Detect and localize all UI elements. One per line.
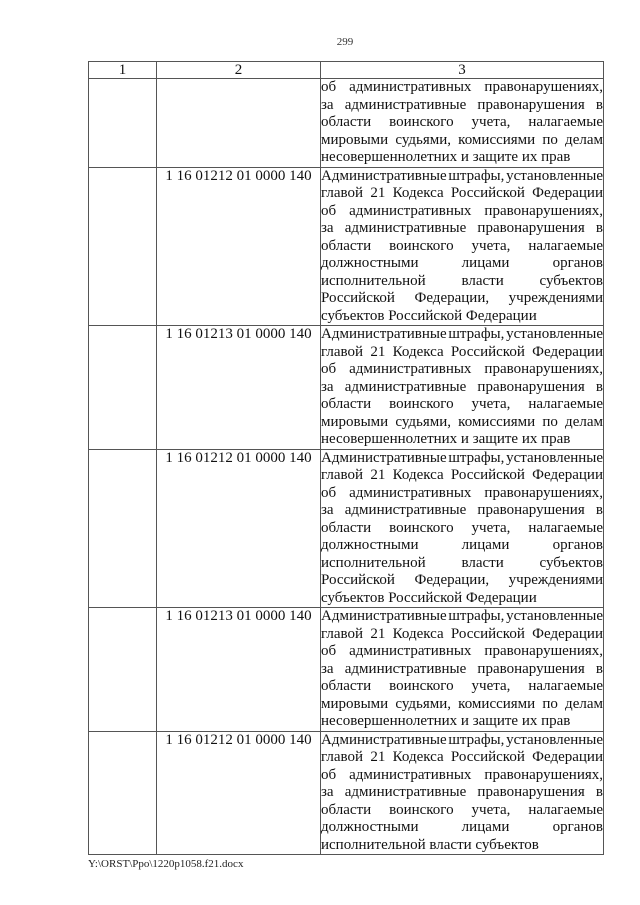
description-line: должностными лицами органов <box>321 255 603 271</box>
cell-description <box>321 731 604 855</box>
description-line: за административные правонарушения в <box>321 502 603 518</box>
description-line: должностными лицами органов <box>321 819 603 835</box>
description-line: главой 21 Кодекса Российской Федерации <box>321 467 603 483</box>
description-line: несовершеннолетних и защите их прав <box>321 149 571 165</box>
cell-col1 <box>89 731 157 855</box>
description-line: об административных правонарушениях, <box>321 79 603 95</box>
description-line: об административных правонарушениях, <box>321 361 603 377</box>
cell-budget-code: 1 16 01212 01 0000 140 <box>157 731 321 855</box>
page-number: 299 <box>336 36 354 48</box>
description-line: Административные штрафы, установленные <box>321 167 604 184</box>
description-line: за административные правонарушения в <box>321 378 603 395</box>
table-row <box>89 167 604 326</box>
description-line: субъектов Российской Федерации <box>321 307 537 324</box>
cell-col1 <box>89 608 157 732</box>
description-line: за административные правонарушения в <box>321 660 603 677</box>
cell-budget-code: 1 16 01213 01 0000 140 <box>157 608 321 732</box>
description-line: Административные штрафы, установленные <box>321 326 604 342</box>
description-line: главой 21 Кодекса Российской Федерации <box>321 749 603 765</box>
description-line: области воинского учета, налагаемые <box>321 678 603 694</box>
cell-description <box>321 326 604 450</box>
description-line: области воинского учета, налагаемые <box>321 396 603 412</box>
cell-col1 <box>89 167 157 326</box>
cell-description <box>321 79 604 168</box>
table-row <box>89 326 604 450</box>
description-line: об административных правонарушениях, <box>321 484 603 501</box>
description-line: Российской Федерации, учреждениями <box>321 290 603 306</box>
description-line: должностными лицами органов <box>321 537 603 553</box>
file-path-footer: Y:\ORST\Ppo\1220p1058.f21.docx <box>88 858 244 870</box>
cell-budget-code: 1 16 01212 01 0000 140 <box>157 449 321 608</box>
table-header-row <box>89 62 604 79</box>
description-line: за административные правонарушения в <box>321 96 603 113</box>
description-line: главой 21 Кодекса Российской Федерации <box>321 625 603 642</box>
cell-budget-code: 1 16 01212 01 0000 140 <box>157 167 321 326</box>
cell-budget-code: 1 16 01213 01 0000 140 <box>157 326 321 450</box>
description-line: области воинского учета, налагаемые <box>321 801 603 818</box>
cell-col1 <box>89 79 157 168</box>
description-line: главой 21 Кодекса Российской Федерации <box>321 343 603 360</box>
description-line: Российской Федерации, учреждениями <box>321 572 603 588</box>
description-line: об административных правонарушениях, <box>321 766 603 783</box>
column-header-3: 3 <box>321 62 604 79</box>
table-row <box>89 79 604 168</box>
column-header-1: 1 <box>89 62 157 79</box>
description-line: мировыми судьями, комиссиями по делам <box>321 695 603 712</box>
description-line: субъектов Российской Федерации <box>321 589 537 606</box>
table-row <box>89 731 604 855</box>
description-line: мировыми судьями, комиссиями по делам <box>321 131 603 148</box>
cell-col1 <box>89 449 157 608</box>
description-line: несовершеннолетних и защите их прав <box>321 713 571 729</box>
description-line: Административные штрафы, установленные <box>321 449 604 466</box>
description-line: Административные штрафы, установленные <box>321 608 604 624</box>
description-line: мировыми судьями, комиссиями по делам <box>321 413 603 430</box>
description-line: исполнительной власти субъектов <box>321 554 603 571</box>
cell-description <box>321 608 604 732</box>
description-line: области воинского учета, налагаемые <box>321 519 603 536</box>
cell-description <box>321 449 604 608</box>
description-line: несовершеннолетних и защите их прав <box>321 431 571 447</box>
budget-codes-table <box>88 61 604 855</box>
description-line: исполнительной власти субъектов <box>321 272 603 289</box>
description-line: за административные правонарушения в <box>321 220 603 236</box>
description-line: Административные штрафы, установленные <box>321 731 604 748</box>
table-row <box>89 608 604 732</box>
description-line: об административных правонарушениях, <box>321 202 603 219</box>
cell-description <box>321 167 604 326</box>
column-header-2: 2 <box>157 62 321 79</box>
cell-col1 <box>89 326 157 450</box>
description-line: об административных правонарушениях, <box>321 643 603 659</box>
description-line: исполнительной власти субъектов <box>321 836 539 853</box>
cell-budget-code <box>157 79 321 168</box>
description-line: главой 21 Кодекса Российской Федерации <box>321 185 603 201</box>
description-line: области воинского учета, налагаемые <box>321 237 603 254</box>
description-line: области воинского учета, налагаемые <box>321 114 603 130</box>
table-row <box>89 449 604 608</box>
description-line: за административные правонарушения в <box>321 784 603 800</box>
